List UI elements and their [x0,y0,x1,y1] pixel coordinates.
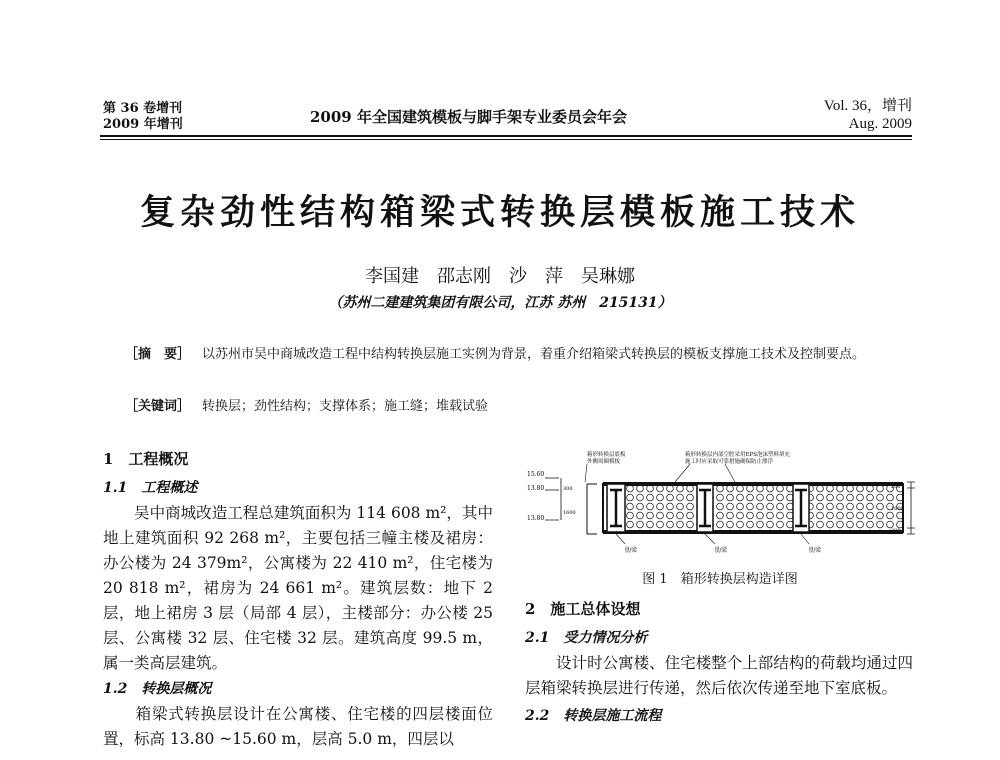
abstract-text: 以苏州市吴中商城改造工程中结构转换层施工实例为背景，着重介绍箱梁式转换层的模板支撑施工技术及控制要点。 [202,347,866,362]
figure-caption: 图 1 箱形转换层构造详图 [642,572,798,587]
header-rule-thin [100,139,912,140]
leader-right [675,464,735,482]
label-eps-fill: 箱形转换层内部空腔采用EPS泡沫塑料填充 [685,452,790,458]
article-title: 复杂劲性结构箱梁式转换层模板施工技术 [139,192,860,233]
dim-left-1: 15.60 [527,471,545,478]
journal-volume-en [824,97,912,133]
section-2-1-paragraph: 设计时公寓楼、住宅楼整个上部结构的荷载均通过四层箱梁转换层进行传递，然后依次传递至地下室底板。 [525,654,913,697]
keywords-text: 转换层；劲性结构；支撑体系；施工缝；堆载试验 [202,399,489,414]
dim-right-2: 1600 [891,506,904,512]
abstract [125,344,915,366]
dim-vertical-2: 1600 [563,510,576,516]
left-dimension-lines [545,478,561,520]
dim-right-1: 200 [891,484,901,490]
abstract-label: ［摘 要］ [125,347,191,362]
section-1-1-title: 1.1 工程概述 [103,480,198,496]
journal-volume-line1: 第 36 卷增刊 [103,101,183,116]
label-anti-float: 施工时应采取可靠措施确保防止漂浮 [685,459,774,465]
dim-left-2: 13.80 [527,485,545,492]
box-girder-detail-figure [525,448,915,566]
dim-vertical-1: 300 [563,486,573,492]
section-1-title: 1 工程概况 [103,450,189,468]
box-girder-section [603,484,903,532]
right-column [525,598,913,725]
label-rib-3: 肋梁 [809,547,822,554]
section-1-2-title: 1.2 转换层概况 [103,681,212,697]
keywords-label: ［关键词］ [125,399,191,414]
section-1-2-paragraph: 箱梁式转换层设计在公寓楼、住宅楼的四层楼面位置，标高 13.80 ~15.60 m，层高 5.0 m，四层以 [103,705,493,748]
header-rule [100,135,912,137]
conference-name: 2009 年全国建筑模板与脚手架专业委员会年会 [310,108,627,126]
outer-formwork [587,484,597,534]
right-dimension-lines [907,482,915,534]
section-2-2-title: 2.2 转换层施工流程 [525,708,662,724]
journal-volume-line2: 2009 年增刊 [103,117,183,132]
label-rib-2: 肋梁 [715,547,728,554]
leader-left [585,464,587,482]
journal-volume-en-line1: Vol. 36，增刊 [823,98,912,114]
section-2-1-title: 2.1 受力情况分析 [525,630,648,646]
leader-bottom [616,534,809,544]
section-1-1-paragraph: 吴中商城改造工程总建筑面积为 114 608 m²，其中地上建筑面积 92 268 m²，主要包括三幢主楼及裙房：办公楼为 24 379m²，公寓楼为 22 410 m²，住宅楼为 20 818 m²，裙房为 24 661 m²。建筑层数：地下 2 层，地上裙房 3 层（局部 4 层），主楼部分：办公楼 25 层、公寓楼 32 层、住宅楼 32 层。建筑高度 99.5 m，属一类高层建筑。 [103,504,493,672]
keywords [125,396,915,418]
article-authors: 李国建 邵志刚 沙 萍 吴琳娜 [365,266,635,287]
journal-volume [103,101,183,133]
section-2-title: 2 施工总体设想 [525,600,641,618]
top-slab [603,482,903,486]
journal-date-en: Aug. 2009 [848,116,912,132]
label-bottom-slab: 箱形转换层底板 [587,452,626,458]
bottom-slab [603,530,903,534]
dim-left-3: 13.80 [527,515,545,522]
article-affiliation: （苏州二建建筑集团有限公司，江苏 苏州 215131） [328,295,672,311]
left-column [103,448,493,752]
dim-right-3: 200 [891,528,901,534]
label-outer-formwork: 外侧周圈模板 [587,459,621,465]
label-rib-1: 肋梁 [625,547,638,554]
